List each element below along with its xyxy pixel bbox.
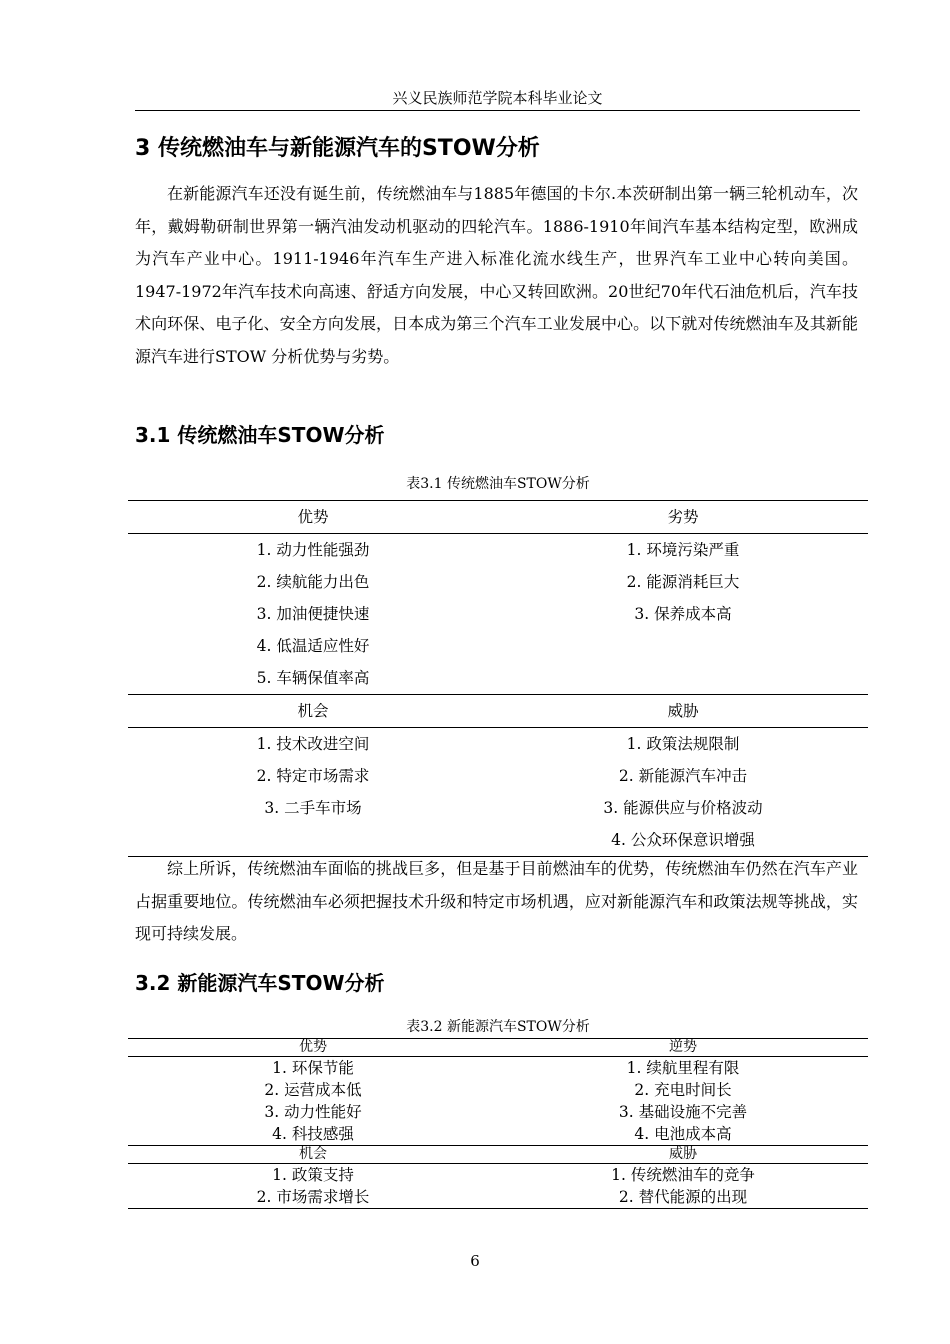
table-3-1-strengths xyxy=(128,534,498,695)
list-item: 3. 基础设施不完善 xyxy=(618,1103,748,1121)
list-item: 3. 保养成本高 xyxy=(634,605,732,623)
section-3-intro: 在新能源汽车还没有诞生前，传统燃油车与1885年德国的卡尔.本茨研制出第一辆三轮机动车，次年，戴姆勒研制世界第一辆汽油发动机驱动的四轮汽车。1886-1910年间汽车基本结构定型，欧洲成为汽车产业中心。1911-1946年汽车生产进入标准化流水线生产，世界汽车工业中心转向美国。1947-1972年汽车技术向高速、舒适方向发展，中心又转回欧洲。20世纪70年代石油危机后，汽车技术向环保、电子化、安全方向发展，日本成为第三个汽车工业发展中心。以下就对传统燃油车及其新能源汽车进行STOW 分析优势与劣势。 xyxy=(135,184,858,366)
table-3-2-opportunities-header: 机会 xyxy=(128,1146,498,1164)
list-item: 1. 环保节能 xyxy=(272,1059,354,1077)
table-3-2-strengths-header: 优势 xyxy=(128,1039,498,1057)
table-3-1-opportunities-header: 机会 xyxy=(128,695,498,728)
list-item: 2. 新能源汽车冲击 xyxy=(618,767,748,785)
list-item: 3. 二手车市场 xyxy=(264,799,362,817)
table-3-1-opportunities xyxy=(128,728,498,857)
list-item: 1. 续航里程有限 xyxy=(626,1059,740,1077)
list-item: 1. 政策支持 xyxy=(272,1166,354,1184)
table-3-2-strengths xyxy=(128,1057,498,1146)
list-item: 2. 替代能源的出现 xyxy=(618,1188,748,1206)
page-number: 6 xyxy=(470,1252,480,1270)
list-item: 1. 动力性能强劲 xyxy=(256,541,370,559)
table-3-1-threats xyxy=(498,728,868,857)
list-item: 3. 动力性能好 xyxy=(264,1103,362,1121)
section-3-title: 3 传统燃油车与新能源汽车的STOW分析 xyxy=(135,136,540,161)
table-3-1-weaknesses xyxy=(498,534,868,695)
section-3-1-summary: 综上所诉，传统燃油车面临的挑战巨多，但是基于目前燃油车的优势，传统燃油车仍然在汽车产业占据重要地位。传统燃油车必须把握技术升级和特定市场机遇，应对新能源汽车和政策法规等挑战，实现可持续发展。 xyxy=(135,859,858,943)
list-item: 2. 市场需求增长 xyxy=(256,1188,370,1206)
list-item: 3. 能源供应与价格波动 xyxy=(603,799,763,817)
list-item: 1. 传统燃油车的竞争 xyxy=(611,1166,755,1184)
list-item: 2. 特定市场需求 xyxy=(256,767,370,785)
list-item: 4. 低温适应性好 xyxy=(256,637,370,655)
table-3-2-threats xyxy=(498,1164,868,1209)
table-3-1 xyxy=(128,500,868,857)
table-3-1-weaknesses-header: 劣势 xyxy=(498,501,868,534)
table-3-1-caption: 表3.1 传统燃油车STOW分析 xyxy=(406,476,590,492)
section-3-2-title: 3.2 新能源汽车STOW分析 xyxy=(135,971,385,995)
table-3-2-opportunities xyxy=(128,1164,498,1209)
table-3-1-threats-header: 威胁 xyxy=(498,695,868,728)
list-item: 1. 技术改进空间 xyxy=(256,735,370,753)
table-3-2 xyxy=(128,1038,868,1209)
list-item: 2. 能源消耗巨大 xyxy=(626,573,740,591)
list-item: 2. 运营成本低 xyxy=(264,1081,362,1099)
list-item: 3. 加油便捷快速 xyxy=(256,605,370,623)
list-item: 1. 环境污染严重 xyxy=(626,541,740,559)
list-item: 1. 政策法规限制 xyxy=(626,735,740,753)
list-item: 5. 车辆保值率高 xyxy=(256,669,370,687)
table-3-2-caption: 表3.2 新能源汽车STOW分析 xyxy=(406,1019,590,1035)
page-header: 兴义民族师范学院本科毕业论文 xyxy=(135,88,860,111)
list-item: 2. 续航能力出色 xyxy=(256,573,370,591)
list-item: 4. 科技感强 xyxy=(272,1125,354,1143)
table-3-1-strengths-header: 优势 xyxy=(128,501,498,534)
table-3-2-weaknesses xyxy=(498,1057,868,1146)
table-3-2-threats-header: 威胁 xyxy=(498,1146,868,1164)
table-3-2-weaknesses-header: 逆势 xyxy=(498,1039,868,1057)
section-3-1-title: 3.1 传统燃油车STOW分析 xyxy=(135,423,385,447)
list-item: 2. 充电时间长 xyxy=(634,1081,732,1099)
list-item: 4. 公众环保意识增强 xyxy=(611,831,755,849)
list-item: 4. 电池成本高 xyxy=(634,1125,732,1143)
